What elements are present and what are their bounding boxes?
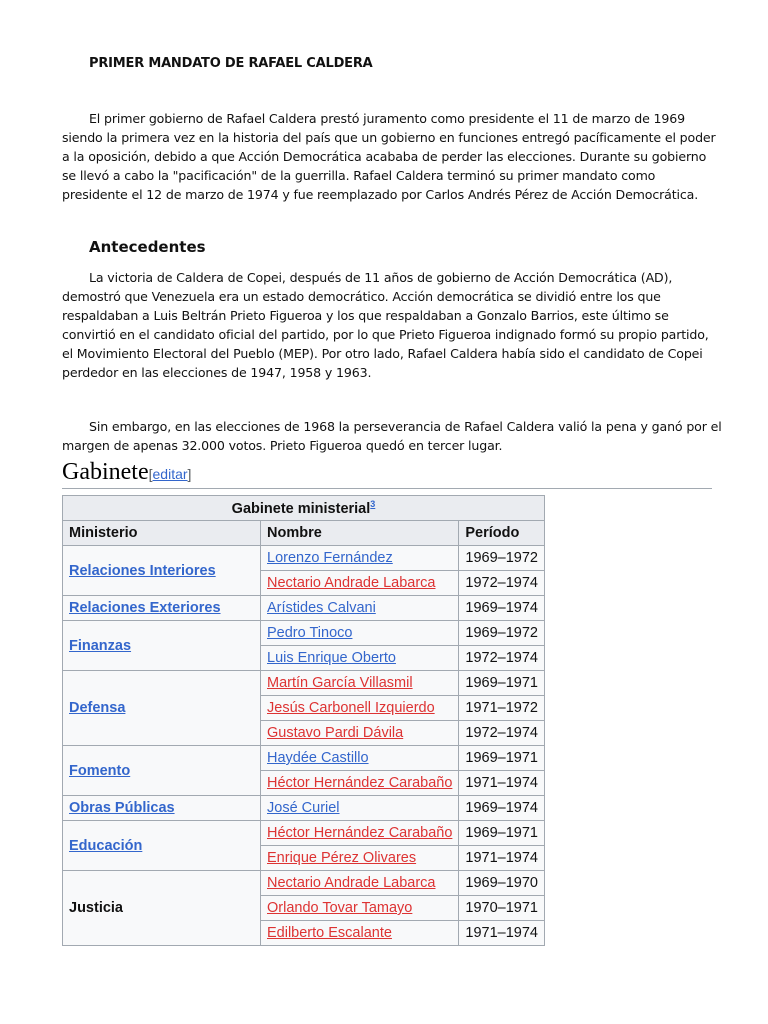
minister-name-link[interactable]: Arístides Calvani: [267, 600, 376, 616]
table-row: [63, 546, 545, 571]
section-heading-antecedentes: Antecedentes: [89, 238, 206, 256]
minister-name-cell: [261, 871, 459, 896]
ministry-link[interactable]: Obras Públicas: [69, 800, 175, 816]
minister-name-cell: [261, 921, 459, 946]
minister-name-cell: [261, 546, 459, 571]
ministry-link[interactable]: Relaciones Exteriores: [69, 600, 221, 616]
period-cell: 1970–1971: [459, 896, 545, 921]
minister-name-link[interactable]: Luis Enrique Oberto: [267, 650, 396, 666]
minister-name-link[interactable]: Edilberto Escalante: [267, 925, 392, 941]
minister-name-link[interactable]: Nectario Andrade Labarca: [267, 875, 436, 891]
minister-name-link[interactable]: Lorenzo Fernández: [267, 550, 393, 566]
ministry-cell: [63, 671, 261, 746]
minister-name-cell: [261, 771, 459, 796]
table-row: [63, 871, 545, 896]
minister-name-cell: [261, 746, 459, 771]
ministry-cell: [63, 746, 261, 796]
ministry-cell: [63, 821, 261, 871]
period-cell: 1972–1974: [459, 571, 545, 596]
minister-name-cell: [261, 846, 459, 871]
minister-name-link[interactable]: Haydée Castillo: [267, 750, 369, 766]
column-header-name: Nombre: [261, 521, 459, 546]
period-cell: 1969–1970: [459, 871, 545, 896]
document-title: PRIMER MANDATO DE RAFAEL CALDERA: [89, 56, 373, 71]
minister-name-cell: [261, 671, 459, 696]
ministry-link[interactable]: Educación: [69, 837, 143, 854]
minister-name-cell: [261, 796, 459, 821]
period-cell: 1971–1974: [459, 921, 545, 946]
period-cell: 1971–1972: [459, 696, 545, 721]
minister-name-cell: [261, 821, 459, 846]
table-row: [63, 746, 545, 771]
minister-name-cell: [261, 696, 459, 721]
cabinet-table: [62, 495, 545, 946]
ministry-cell: [63, 546, 261, 596]
period-cell: 1972–1974: [459, 721, 545, 746]
column-header-period: Período: [459, 521, 545, 546]
gabinete-heading: [62, 459, 712, 489]
gabinete-heading-text: Gabinete: [62, 459, 149, 485]
ministry-link[interactable]: Defensa: [69, 700, 126, 716]
period-cell: 1969–1974: [459, 796, 545, 821]
minister-name-cell: [261, 571, 459, 596]
period-cell: 1969–1972: [459, 621, 545, 646]
table-row: [63, 821, 545, 846]
table-caption-text: Gabinete ministerial: [231, 500, 371, 517]
intro-paragraph: El primer gobierno de Rafael Caldera prestó juramento como presidente el 11 de marzo de 1969 siendo la primera vez en la historia del país que un gobierno en funciones entregó pacíficamente el poder a la oposición, debido a que Acción Democrática acababa de perder las elecciones. Durante su gobierno se llevó a cabo la "pacificación" de la guerrilla. Rafael Caldera terminó su primer mandato como presidente el 12 de marzo de 1974 y fue reemplazado por Carlos Andrés Pérez de Acción Democrática.: [62, 111, 716, 202]
antecedentes-paragraph-2: Sin embargo, en las elecciones de 1968 la perseverancia de Rafael Caldera valió la pena y ganó por el margen de apenas 32.000 votos. Prieto Figueroa quedó en tercer lugar.: [62, 419, 722, 453]
period-cell: 1969–1971: [459, 746, 545, 771]
minister-name-cell: [261, 646, 459, 671]
period-cell: 1969–1971: [459, 821, 545, 846]
period-cell: 1969–1972: [459, 546, 545, 571]
minister-name-link[interactable]: Jesús Carbonell Izquierdo: [267, 700, 435, 716]
period-cell: 1971–1974: [459, 771, 545, 796]
cabinet-table-body: [63, 546, 545, 946]
period-cell: 1969–1974: [459, 596, 545, 621]
caption-reference-link[interactable]: 3: [370, 499, 376, 510]
minister-name-link[interactable]: Pedro Tinoco: [267, 625, 353, 641]
table-row: [63, 796, 545, 821]
ministry-link[interactable]: Relaciones Interiores: [69, 562, 216, 579]
column-header-ministry: Ministerio: [63, 521, 261, 546]
ministry-cell: [63, 621, 261, 671]
minister-name-link[interactable]: Enrique Pérez Olivares: [267, 850, 417, 866]
table-header-row: [63, 521, 545, 546]
edit-bracket-open: [: [148, 466, 153, 482]
table-row: [63, 596, 545, 621]
minister-name-link[interactable]: Nectario Andrade Labarca: [267, 575, 436, 591]
minister-name-link[interactable]: Héctor Hernández Carabaño: [267, 825, 453, 841]
table-caption-row: [63, 496, 545, 521]
ministry-cell: [63, 596, 261, 621]
ministry-link[interactable]: Finanzas: [69, 637, 132, 654]
ministry-link[interactable]: Fomento: [69, 762, 131, 779]
minister-name-link[interactable]: Gustavo Pardi Dávila: [267, 725, 404, 741]
minister-name-cell: [261, 621, 459, 646]
antecedentes-paragraph-1: La victoria de Caldera de Copei, después de 11 años de gobierno de Acción Democrática (AD), demostró que Venezuela era un estado democrático. Acción democrática se dividió entre los que respaldaban a Luis Beltrán Prieto Figueroa y los que respaldaban a Gonzalo Barrios, este último se convirtió en el candidato oficial del partido, por lo que Prieto Figueroa indignado formó su propio partido, el Movimiento Electoral del Pueblo (MEP). Por otro lado, Rafael Caldera había sido el candidato de Copei perdedor en las elecciones de 1947, 1958 y 1963.: [62, 270, 709, 380]
minister-name-cell: [261, 896, 459, 921]
table-row: [63, 621, 545, 646]
minister-name-link[interactable]: Orlando Tovar Tamayo: [267, 900, 413, 916]
ministry-cell: [63, 871, 261, 946]
minister-name-link[interactable]: Héctor Hernández Carabaño: [267, 775, 453, 791]
period-cell: 1971–1974: [459, 846, 545, 871]
period-cell: 1969–1971: [459, 671, 545, 696]
minister-name-link[interactable]: Martín García Villasmil: [267, 675, 413, 691]
minister-name-cell: [261, 596, 459, 621]
minister-name-cell: [261, 721, 459, 746]
period-cell: 1972–1974: [459, 646, 545, 671]
ministry-link: Justicia: [69, 900, 123, 916]
ministry-cell: [63, 796, 261, 821]
edit-link[interactable]: editar: [152, 466, 188, 482]
table-row: [63, 671, 545, 696]
table-caption: [63, 496, 545, 521]
edit-bracket-close: ]: [187, 466, 192, 482]
minister-name-link[interactable]: José Curiel: [267, 800, 340, 816]
